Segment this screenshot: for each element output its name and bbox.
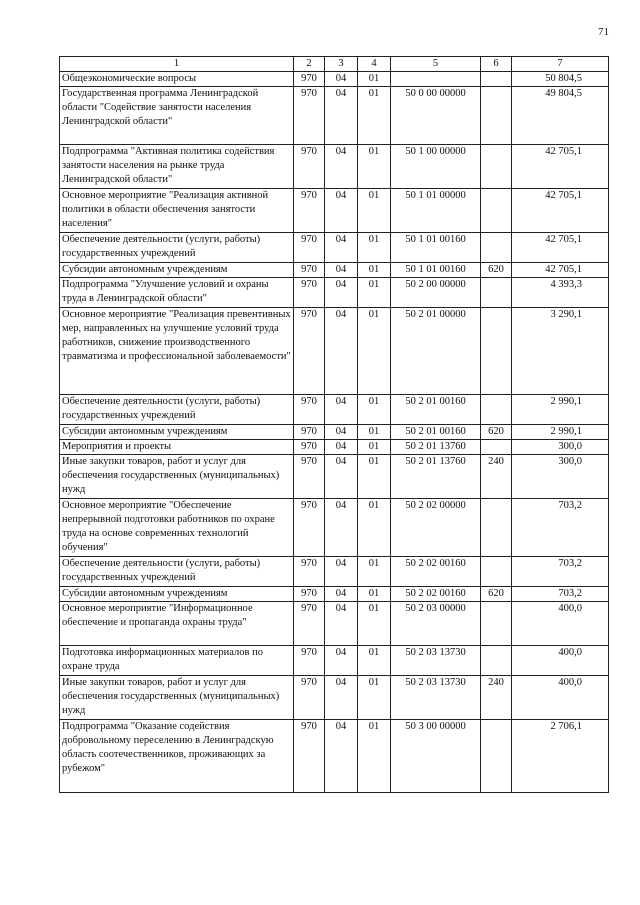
row-col-5: 50 3 00 00000: [391, 720, 481, 793]
row-col-7: 703,2: [512, 557, 609, 587]
row-name: Подпрограмма "Улучшение условий и охраны труда в Ленинградской области": [60, 278, 294, 308]
row-col-7: 2 706,1: [512, 720, 609, 793]
row-col-2: 970: [294, 233, 325, 263]
table-row: [60, 145, 609, 189]
row-col-5: 50 1 01 00160: [391, 263, 481, 278]
row-col-6: 240: [481, 676, 512, 720]
row-col-5: 50 0 00 00000: [391, 87, 481, 145]
row-col-7: 49 804,5: [512, 87, 609, 145]
row-name: Иные закупки товаров, работ и услуг для обеспечения государственных (муниципальных) нужд: [60, 676, 294, 720]
row-col-4: 01: [358, 395, 391, 425]
row-col-7: 300,0: [512, 455, 609, 499]
row-col-5: 50 1 01 00160: [391, 233, 481, 263]
row-col-5: 50 2 02 00000: [391, 499, 481, 557]
row-col-3: 04: [325, 233, 358, 263]
row-name: Обеспечение деятельности (услуги, работы) государственных учреждений: [60, 233, 294, 263]
row-col-3: 04: [325, 676, 358, 720]
row-name: Подпрограмма "Оказание содействия добровольному переселению в Ленинградскую область соотечественников, проживающих за рубежом": [60, 720, 294, 793]
row-col-2: 970: [294, 499, 325, 557]
row-name: Основное мероприятие "Реализация превентивных мер, направленных на улучшение условий труда работников, снижение производственного травматизма и профессиональной заболеваемости": [60, 308, 294, 395]
table-row: [60, 278, 609, 308]
table-row: [60, 263, 609, 278]
row-col-2: 970: [294, 587, 325, 602]
row-col-2: 970: [294, 263, 325, 278]
table-row: [60, 455, 609, 499]
row-col-7: 400,0: [512, 676, 609, 720]
row-col-2: 970: [294, 646, 325, 676]
row-col-4: 01: [358, 189, 391, 233]
row-col-2: 970: [294, 455, 325, 499]
row-col-6: 620: [481, 587, 512, 602]
row-col-7: 2 990,1: [512, 395, 609, 425]
row-name: Мероприятия и проекты: [60, 440, 294, 455]
row-col-5: 50 2 01 13760: [391, 440, 481, 455]
row-col-4: 01: [358, 145, 391, 189]
row-col-2: 970: [294, 676, 325, 720]
table-row: [60, 720, 609, 793]
table-row: [60, 189, 609, 233]
row-name: Субсидии автономным учреждениям: [60, 263, 294, 278]
row-col-7: 703,2: [512, 587, 609, 602]
table-row: [60, 587, 609, 602]
row-col-7: 400,0: [512, 646, 609, 676]
row-col-6: [481, 440, 512, 455]
header-cell: 6: [481, 57, 512, 72]
header-cell: 7: [512, 57, 609, 72]
row-name: Подготовка информационных материалов по охране труда: [60, 646, 294, 676]
row-col-2: 970: [294, 87, 325, 145]
row-col-2: 970: [294, 557, 325, 587]
row-name: Иные закупки товаров, работ и услуг для обеспечения государственных (муниципальных) нужд: [60, 455, 294, 499]
row-col-7: 42 705,1: [512, 145, 609, 189]
row-name: Общеэкономические вопросы: [60, 72, 294, 87]
row-col-4: 01: [358, 263, 391, 278]
row-col-4: 01: [358, 278, 391, 308]
row-col-5: 50 2 01 00000: [391, 308, 481, 395]
row-name: Основное мероприятие "Реализация активной политики в области обеспечения занятости населения": [60, 189, 294, 233]
row-col-6: [481, 557, 512, 587]
row-col-2: 970: [294, 395, 325, 425]
row-col-3: 04: [325, 602, 358, 646]
row-col-7: 400,0: [512, 602, 609, 646]
row-col-3: 04: [325, 189, 358, 233]
row-col-2: 970: [294, 440, 325, 455]
row-col-6: [481, 233, 512, 263]
row-col-2: 970: [294, 720, 325, 793]
row-col-3: 04: [325, 263, 358, 278]
row-col-5: 50 2 02 00160: [391, 557, 481, 587]
row-name: Обеспечение деятельности (услуги, работы) государственных учреждений: [60, 557, 294, 587]
row-col-2: 970: [294, 602, 325, 646]
row-name: Основное мероприятие "Обеспечение непрерывной подготовки работников по охране труда на основе современных технологий обучения": [60, 499, 294, 557]
row-col-6: [481, 646, 512, 676]
table-row: [60, 425, 609, 440]
row-col-4: 01: [358, 455, 391, 499]
table-row: [60, 676, 609, 720]
row-col-6: [481, 87, 512, 145]
header-cell: 2: [294, 57, 325, 72]
row-col-5: 50 2 00 00000: [391, 278, 481, 308]
row-col-7: 703,2: [512, 499, 609, 557]
row-col-4: 01: [358, 308, 391, 395]
row-col-4: 01: [358, 602, 391, 646]
row-name: Основное мероприятие "Информационное обеспечение и пропаганда охраны труда": [60, 602, 294, 646]
budget-table: [59, 56, 609, 793]
row-col-7: 4 393,3: [512, 278, 609, 308]
row-col-2: 970: [294, 189, 325, 233]
row-col-3: 04: [325, 395, 358, 425]
row-col-4: 01: [358, 676, 391, 720]
row-col-4: 01: [358, 440, 391, 455]
page-number: 71: [598, 26, 609, 38]
row-col-3: 04: [325, 557, 358, 587]
row-col-5: 50 2 03 13730: [391, 676, 481, 720]
row-col-2: 970: [294, 145, 325, 189]
row-col-6: [481, 308, 512, 395]
header-cell: 1: [60, 57, 294, 72]
header-cell: 5: [391, 57, 481, 72]
row-col-5: 50 2 03 13730: [391, 646, 481, 676]
row-col-3: 04: [325, 499, 358, 557]
row-col-7: 42 705,1: [512, 189, 609, 233]
row-col-4: 01: [358, 425, 391, 440]
row-col-6: 620: [481, 425, 512, 440]
row-col-4: 01: [358, 557, 391, 587]
row-name: Государственная программа Ленинградской области "Содействие занятости населения Ленинградской области": [60, 87, 294, 145]
row-col-5: 50 2 01 00160: [391, 425, 481, 440]
table-row: [60, 646, 609, 676]
row-col-6: [481, 278, 512, 308]
row-col-4: 01: [358, 587, 391, 602]
table-row: [60, 72, 609, 87]
row-col-5: 50 2 03 00000: [391, 602, 481, 646]
table-row: [60, 499, 609, 557]
row-col-3: 04: [325, 308, 358, 395]
table-row: [60, 440, 609, 455]
row-col-5: 50 1 00 00000: [391, 145, 481, 189]
header-row: [60, 57, 609, 72]
row-col-2: 970: [294, 308, 325, 395]
row-col-3: 04: [325, 278, 358, 308]
table-row: [60, 557, 609, 587]
row-col-5: [391, 72, 481, 87]
header-cell: 4: [358, 57, 391, 72]
row-col-5: 50 2 01 13760: [391, 455, 481, 499]
header-cell: 3: [325, 57, 358, 72]
row-col-4: 01: [358, 646, 391, 676]
row-col-3: 04: [325, 72, 358, 87]
row-col-2: 970: [294, 278, 325, 308]
table-row: [60, 233, 609, 263]
row-col-4: 01: [358, 499, 391, 557]
row-col-6: [481, 720, 512, 793]
row-col-7: 42 705,1: [512, 233, 609, 263]
row-col-7: 42 705,1: [512, 263, 609, 278]
row-name: Подпрограмма "Активная политика содействия занятости населения на рынке труда Ленинградской области": [60, 145, 294, 189]
row-col-5: 50 1 01 00000: [391, 189, 481, 233]
row-col-3: 04: [325, 425, 358, 440]
row-col-7: 50 804,5: [512, 72, 609, 87]
table-row: [60, 87, 609, 145]
row-col-6: 620: [481, 263, 512, 278]
table-row: [60, 602, 609, 646]
row-col-4: 01: [358, 72, 391, 87]
row-col-6: [481, 499, 512, 557]
row-col-7: 2 990,1: [512, 425, 609, 440]
row-col-6: [481, 189, 512, 233]
row-col-3: 04: [325, 720, 358, 793]
row-col-4: 01: [358, 233, 391, 263]
table-row: [60, 308, 609, 395]
row-col-3: 04: [325, 145, 358, 189]
row-col-3: 04: [325, 455, 358, 499]
row-col-6: [481, 395, 512, 425]
row-col-7: 3 290,1: [512, 308, 609, 395]
row-col-2: 970: [294, 72, 325, 87]
row-col-5: 50 2 02 00160: [391, 587, 481, 602]
row-col-3: 04: [325, 646, 358, 676]
row-col-4: 01: [358, 720, 391, 793]
row-col-3: 04: [325, 440, 358, 455]
row-name: Обеспечение деятельности (услуги, работы) государственных учреждений: [60, 395, 294, 425]
row-name: Субсидии автономным учреждениям: [60, 425, 294, 440]
row-name: Субсидии автономным учреждениям: [60, 587, 294, 602]
row-col-6: [481, 72, 512, 87]
row-col-2: 970: [294, 425, 325, 440]
row-col-5: 50 2 01 00160: [391, 395, 481, 425]
table-row: [60, 395, 609, 425]
row-col-6: [481, 602, 512, 646]
row-col-7: 300,0: [512, 440, 609, 455]
row-col-6: 240: [481, 455, 512, 499]
row-col-3: 04: [325, 587, 358, 602]
row-col-4: 01: [358, 87, 391, 145]
row-col-3: 04: [325, 87, 358, 145]
row-col-6: [481, 145, 512, 189]
